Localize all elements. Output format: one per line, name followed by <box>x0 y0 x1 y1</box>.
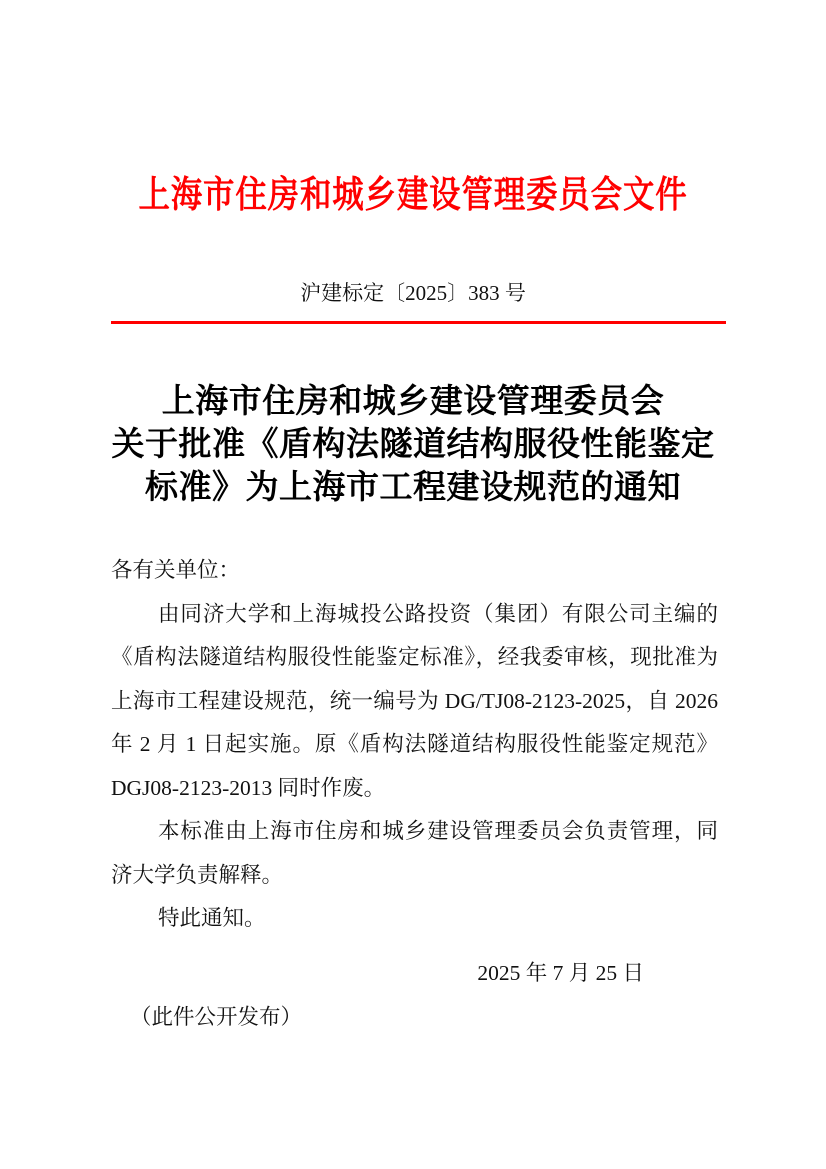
notice-title-line-3: 标准》为上海市工程建设规范的通知 <box>145 470 681 506</box>
publish-note: （此件公开发布） <box>130 1005 303 1029</box>
body-line: 济大学负责解释。 <box>111 862 284 887</box>
body-line: 上海市工程建设规范，统一编号为 DG/TJ08-2123-2025，自 2026 <box>111 688 718 713</box>
issue-date: 2025 年 7 月 25 日 <box>477 961 644 985</box>
body-line: 《盾构法隧道结构服役性能鉴定标准》，经我委审核，现批准为 <box>111 645 718 669</box>
notice-body <box>111 549 718 941</box>
body-line: DGJ08-2123-2013 同时作废。 <box>111 775 386 800</box>
salutation: 各有关单位： <box>111 558 241 582</box>
notice-title-line-2: 关于批准《盾构法隧道结构服役性能鉴定 <box>111 427 715 463</box>
body-line: 本标准由上海市住房和城乡建设管理委员会负责管理，同 <box>158 819 718 843</box>
doc-number: 沪建标定〔2025〕383 号 <box>300 281 526 305</box>
agency-header-title: 上海市住房和城乡建设管理委员会文件 <box>138 175 688 216</box>
body-line: 年 2 月 1 日起实施。原《盾构法隧道结构服役性能鉴定规范》 <box>111 732 718 756</box>
body-line: 由同济大学和上海城投公路投资（集团）有限公司主编的 <box>158 601 718 626</box>
body-line: 特此通知。 <box>158 906 266 930</box>
red-divider-line <box>111 321 726 324</box>
notice-title <box>0 381 826 510</box>
notice-title-line-1: 上海市住房和城乡建设管理委员会 <box>161 384 665 420</box>
